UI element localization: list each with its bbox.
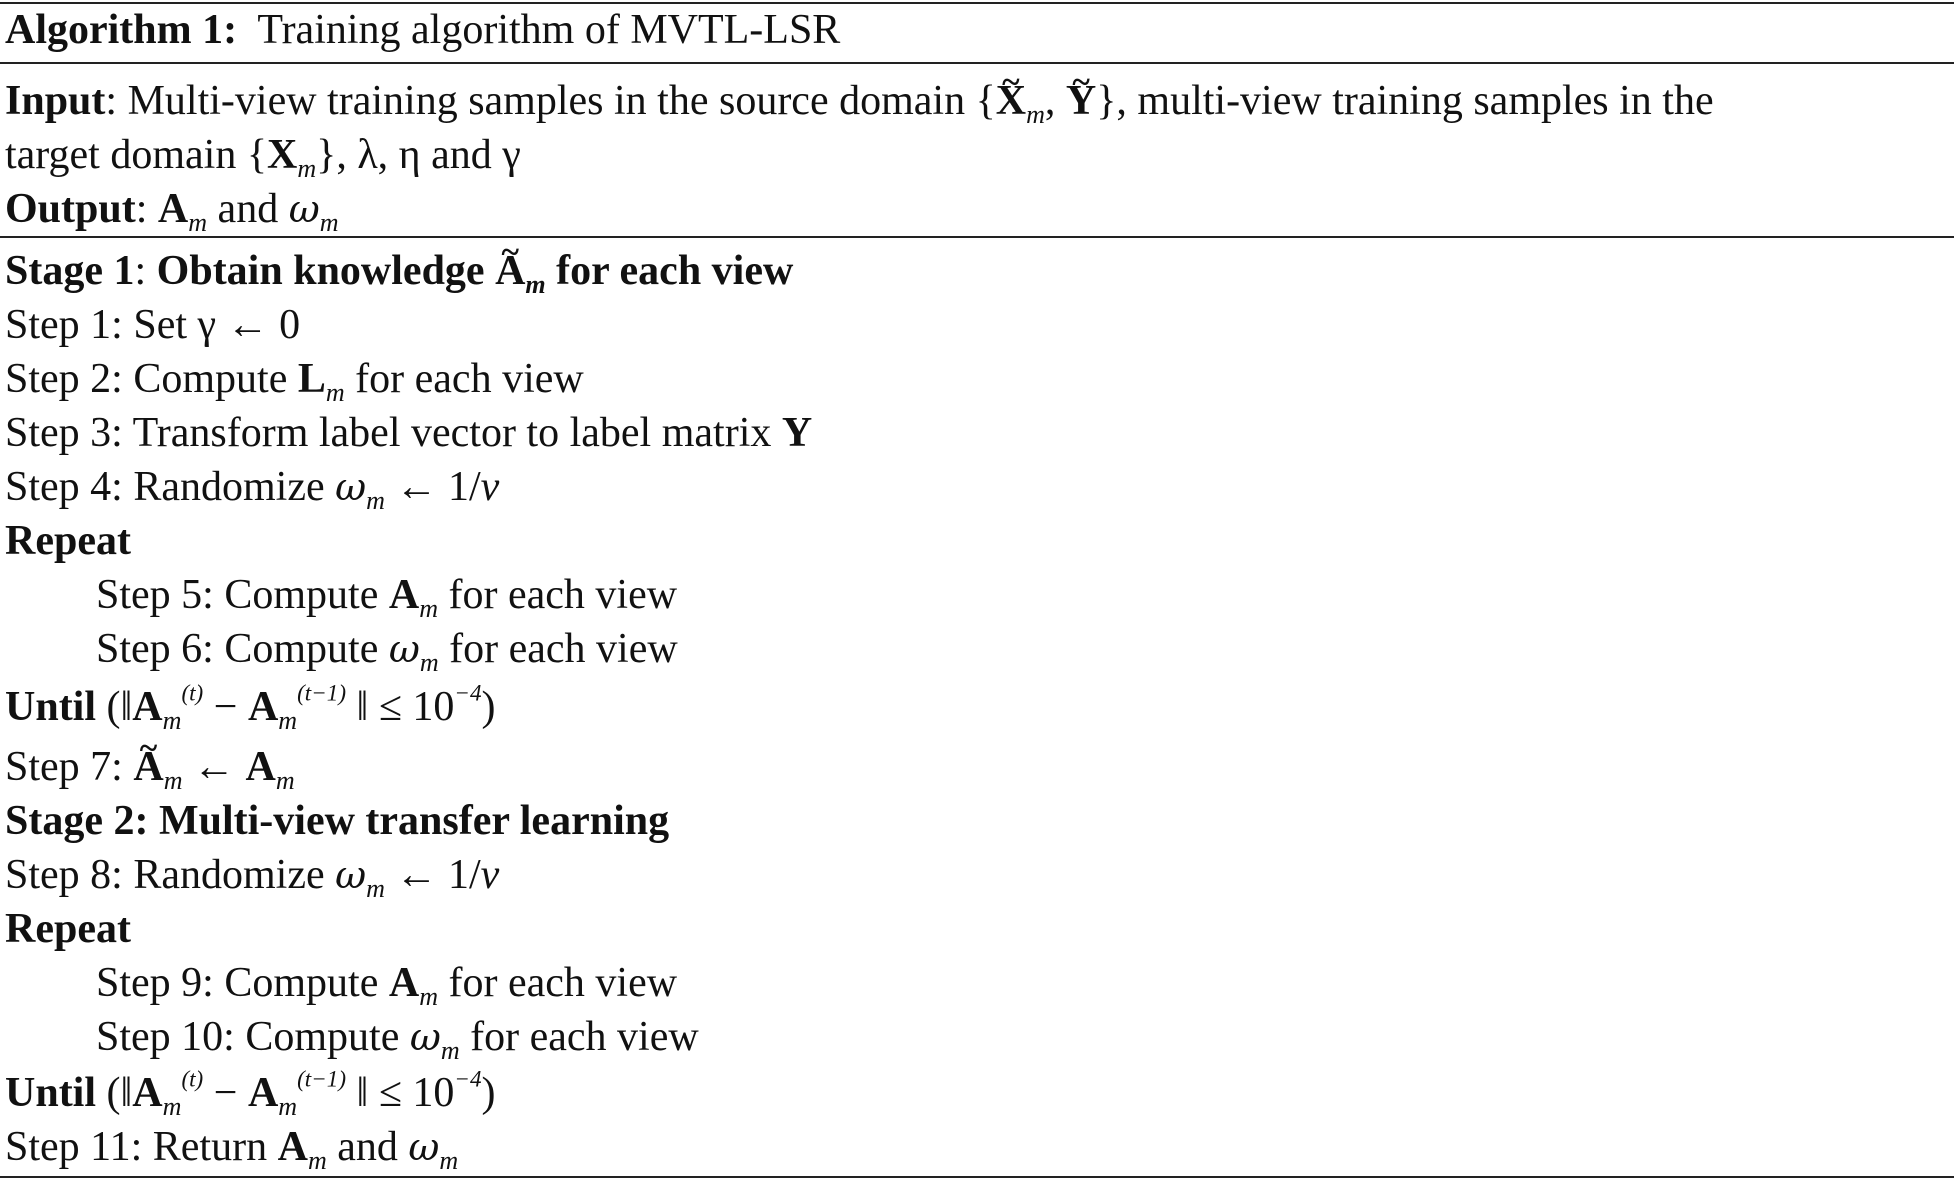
step-4: Step 4: Randomize $\omega_m$ ← 1/v bbox=[5, 464, 500, 516]
stage1-heading: Stage 1: Obtain knowledge ~ $A_m$ for each view bbox=[5, 244, 1954, 298]
bottom-rule bbox=[0, 1176, 1954, 1178]
step-3: Step 3: Transform label vector to label matrix Y bbox=[5, 410, 813, 456]
until-1: Until ($‖A_m^{(t)} - A_m^{(t-1)}$ ‖ ≤ $10^{-4}$) bbox=[5, 679, 496, 736]
input-line-1: Input: Multi-view training samples in the source domain {~ $X_m$, ~ Y}, multi-view training samples in the bbox=[5, 74, 1954, 128]
output-label: Output bbox=[5, 186, 136, 232]
algorithm-title-text: Training algorithm of MVTL-LSR bbox=[257, 7, 841, 53]
step-11: Step 11: Return $A_m$ and $\omega_m$ bbox=[5, 1124, 459, 1176]
stage2-heading: Stage 2: Multi-view transfer learning bbox=[5, 798, 670, 844]
repeat-1: Repeat bbox=[5, 518, 131, 564]
step-9: Step 9: Compute $A_m$ for each view bbox=[96, 960, 678, 1012]
step-1: Step 1: Set γ ← 0 bbox=[5, 302, 301, 348]
algorithm-title bbox=[5, 3, 1954, 57]
repeat-2: Repeat bbox=[5, 906, 131, 952]
step-7: Step 7: ~ $A_m$ ← $A_m$ bbox=[5, 740, 1954, 794]
step-5: Step 5: Compute $A_m$ for each view bbox=[96, 572, 678, 624]
input-label: Input bbox=[5, 78, 106, 124]
input-line-2: target domain $\{X_m\}$, λ, η and γ bbox=[5, 132, 521, 184]
title-rule bbox=[0, 62, 1954, 64]
step-6: Step 6: Compute $\omega_m$ for each view bbox=[96, 626, 678, 678]
output-line: Output: $A_m$ and $\omega_m$ bbox=[5, 186, 339, 238]
algorithm-label: Algorithm 1: bbox=[5, 7, 238, 53]
io-rule bbox=[0, 236, 1954, 238]
step-10: Step 10: Compute $\omega_m$ for each view bbox=[96, 1014, 699, 1066]
until-2: Until ($‖A_m^{(t)} - A_m^{(t-1)}$ ‖ ≤ $10^{-4}$) bbox=[5, 1065, 496, 1122]
step-2: Step 2: Compute $L_m$ for each view bbox=[5, 356, 584, 408]
step-8: Step 8: Randomize $\omega_m$ ← 1/v bbox=[5, 852, 500, 904]
